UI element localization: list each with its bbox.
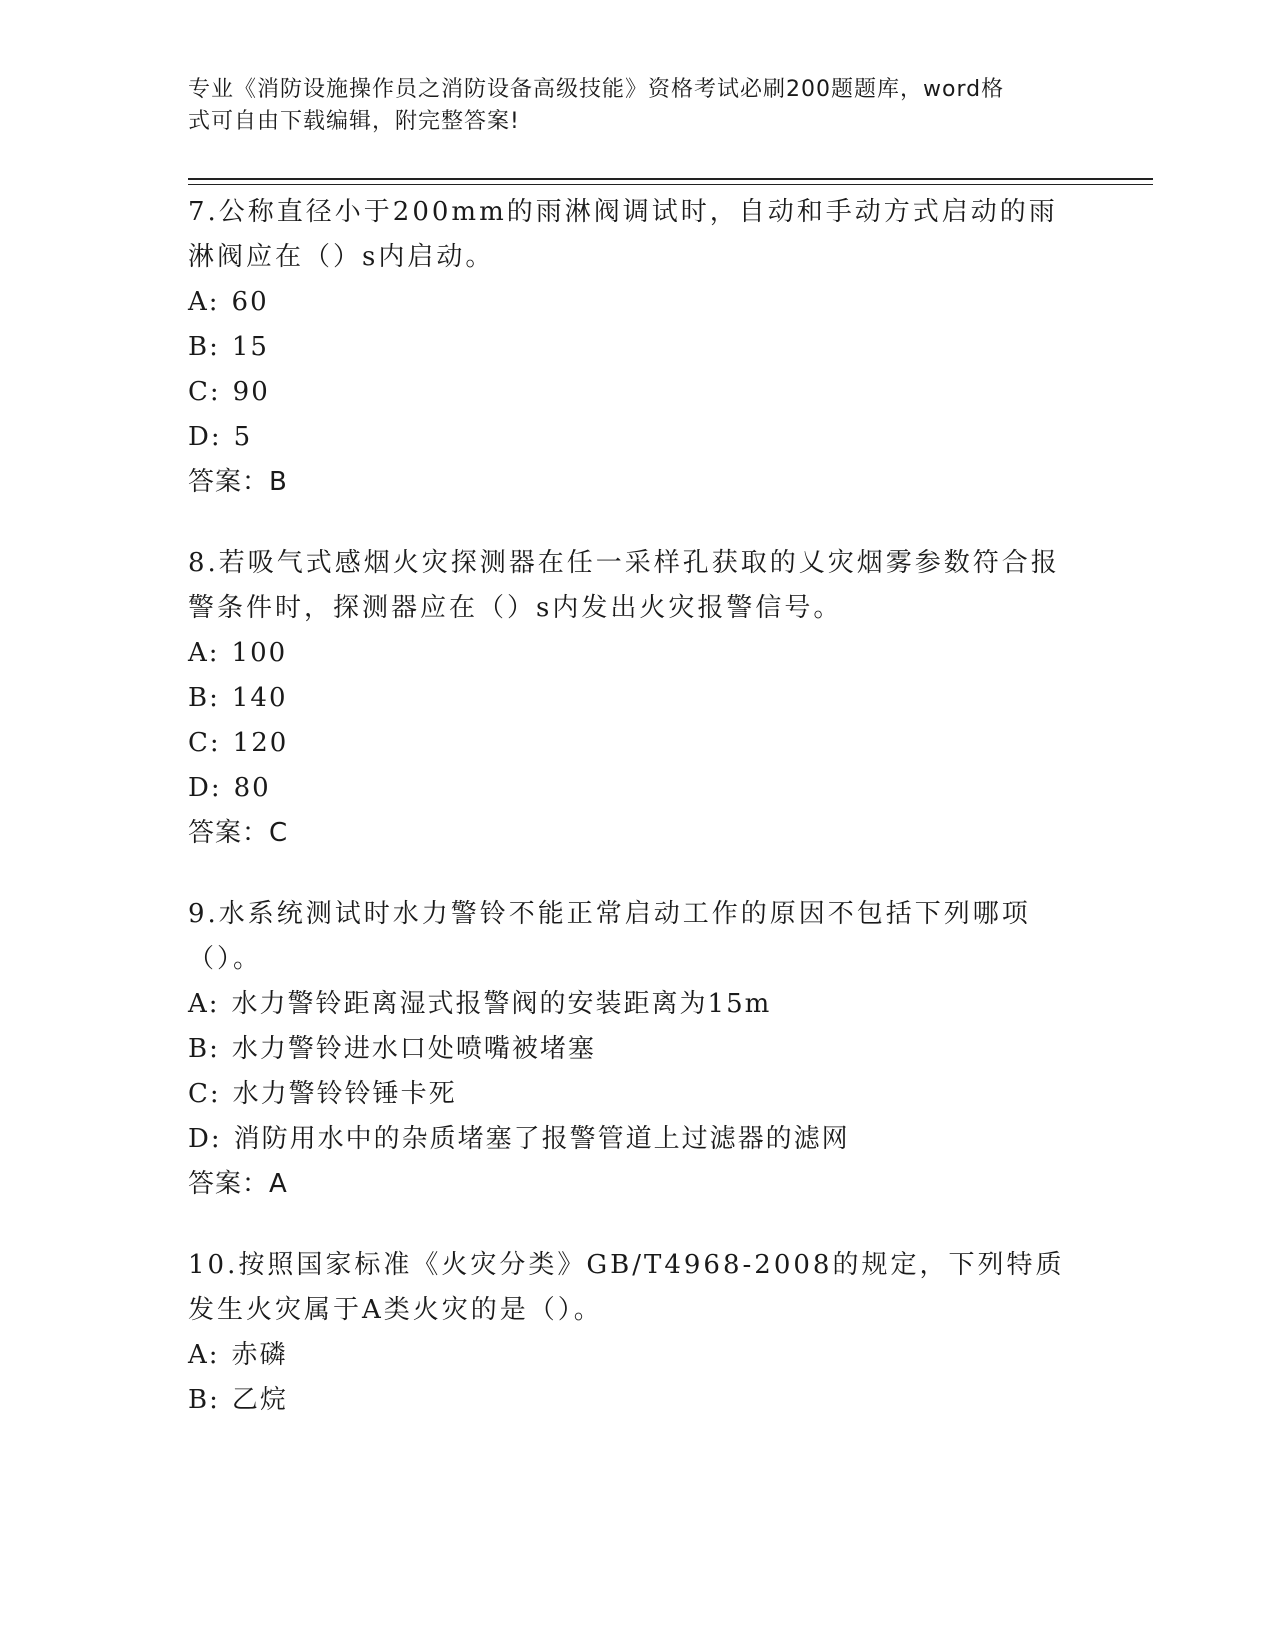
option-d: [188, 766, 1068, 811]
option-b: [188, 676, 1068, 721]
option-a: [188, 982, 1068, 1027]
header-line-2: 式可自由下载编辑，附完整答案!: [188, 109, 520, 134]
option-c: [188, 721, 1068, 766]
option-letter: B:: [188, 1034, 220, 1064]
question-stem: 7.公称直径小于200mm的雨淋阀调试时，自动和手动方式启动的雨淋阀应在（）s内启动。: [188, 197, 1058, 272]
option-c: [188, 1072, 1068, 1117]
question-8: [188, 541, 1068, 856]
question-9: [188, 892, 1068, 1207]
option-letter: B:: [188, 332, 220, 362]
option-letter: A:: [188, 638, 220, 668]
option-letter: C:: [188, 1079, 221, 1109]
option-text: 60: [231, 287, 269, 317]
question-stem: 10.按照国家标准《火灾分类》GB/T4968-2008的规定，下列特质发生火灾属于A类火灾的是（）。: [188, 1250, 1065, 1325]
document-header: [188, 74, 1068, 138]
question-list: [188, 190, 1068, 1459]
option-text: 水力警铃进水口处喷嘴被堵塞: [231, 1034, 596, 1064]
option-a: [188, 1333, 1068, 1378]
option-text: 80: [233, 773, 271, 803]
question-stem: 9.水系统测试时水力警铃不能正常启动工作的原因不包括下列哪项（）。: [188, 899, 1031, 974]
answer-line: 答案：B: [188, 467, 288, 497]
option-text: 乙烷: [231, 1385, 288, 1415]
option-letter: A:: [188, 989, 220, 1019]
option-text: 120: [232, 728, 289, 758]
option-b: [188, 325, 1068, 370]
option-text: 水力警铃距离湿式报警阀的安装距离为15m: [231, 989, 772, 1019]
option-letter: C:: [188, 377, 221, 407]
option-text: 消防用水中的杂质堵塞了报警管道上过滤器的滤网: [233, 1124, 850, 1154]
option-letter: D:: [188, 1124, 222, 1154]
option-d: [188, 415, 1068, 460]
option-letter: D:: [188, 422, 222, 452]
option-letter: A:: [188, 1340, 220, 1370]
option-a: [188, 280, 1068, 325]
option-text: 15: [231, 332, 269, 362]
answer-line: 答案：A: [188, 1169, 288, 1199]
option-text: 90: [232, 377, 270, 407]
header-divider-thin: [188, 184, 1153, 185]
option-text: 水力警铃铃锤卡死: [232, 1079, 457, 1109]
header-divider-thick: [188, 178, 1153, 180]
option-b: [188, 1027, 1068, 1072]
option-text: 5: [233, 422, 253, 452]
option-letter: B:: [188, 1385, 220, 1415]
question-7: [188, 190, 1068, 505]
option-d: [188, 1117, 1068, 1162]
header-line-1: 专业《消防设施操作员之消防设备高级技能》资格考试必刷200题题库，word格: [188, 77, 1005, 102]
option-b: [188, 1378, 1068, 1423]
option-text: 100: [231, 638, 288, 668]
question-10: [188, 1243, 1068, 1423]
option-text: 赤磷: [231, 1340, 288, 1370]
option-letter: B:: [188, 683, 220, 713]
option-a: [188, 631, 1068, 676]
option-letter: D:: [188, 773, 222, 803]
question-stem: 8.若吸气式感烟火灾探测器在任一采样孔获取的乂灾烟雾参数符合报警条件时，探测器应在（）s内发出火灾报警信号。: [188, 548, 1060, 623]
option-text: 140: [231, 683, 288, 713]
answer-line: 答案：C: [188, 818, 289, 848]
option-letter: C:: [188, 728, 221, 758]
option-c: [188, 370, 1068, 415]
option-letter: A:: [188, 287, 220, 317]
